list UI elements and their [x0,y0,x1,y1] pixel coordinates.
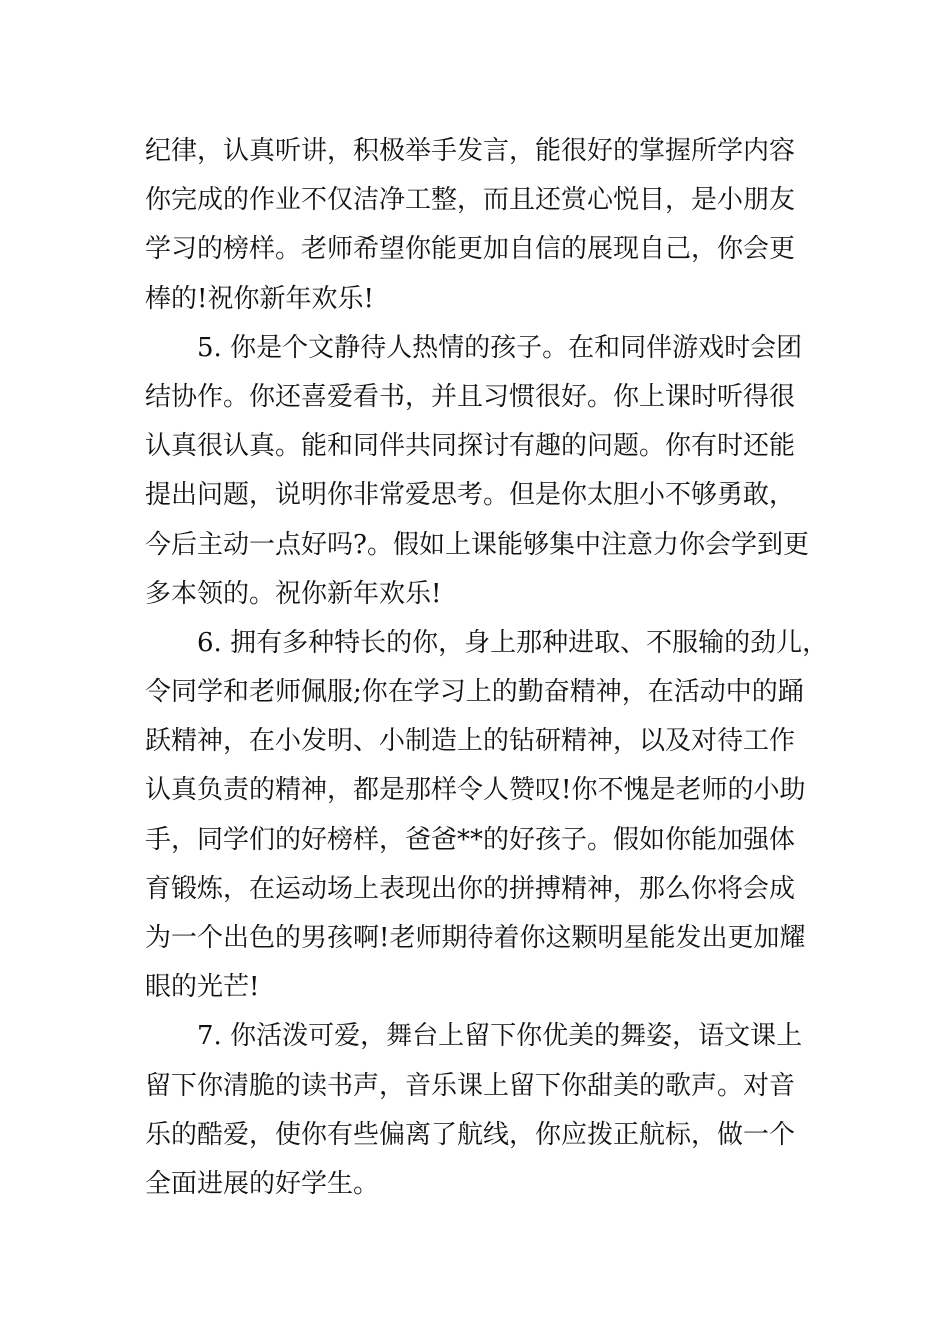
text-line: 棒的!祝你新年欢乐! [145,283,374,314]
paragraph-7-first-line: 7. 你活泼可爱，舞台上留下你优美的舞姿，语文课上 [197,1021,803,1052]
text-line: 令同学和老师佩服;你在学习上的勤奋精神，在活动中的踊 [145,677,804,708]
text-line: 育锻炼，在运动场上表现出你的拼搏精神，那么你将会成 [145,873,796,904]
text-line: 多本领的。祝你新年欢乐! [145,578,442,609]
text-line: 跃精神，在小发明、小制造上的钻研精神，以及对待工作 [145,726,796,757]
document-body [145,127,829,1209]
paragraph-6-first-line: 6. 拥有多种特长的你，身上那种进取、不服输的劲儿， [197,627,829,658]
text-line: 留下你清脆的读书声，音乐课上留下你甜美的歌声。对音 [145,1070,796,1101]
text-line: 提出问题，说明你非常爱思考。但是你太胆小不够勇敢， [145,480,796,511]
text-line: 乐的酷爱，使你有些偏离了航线，你应拨正航标，做一个 [145,1119,796,1150]
text-line: 你完成的作业不仅洁净工整，而且还赏心悦目，是小朋友 [145,185,796,216]
text-line: 手，同学们的好榜样，爸爸**的好孩子。假如你能加强体 [145,824,796,855]
text-line: 全面进展的好学生。 [145,1168,380,1199]
text-line: 眼的光芒! [145,972,260,1003]
text-line: 纪律，认真听讲，积极举手发言，能很好的掌握所学内容 [145,136,796,166]
text-line: 为一个出色的男孩啊!老师期待着你这颗明星能发出更加耀 [145,923,806,953]
text-line: 今后主动一点好吗?。假如上课能够集中注意力你会学到更 [145,529,809,560]
text-line: 结协作。你还喜爱看书，并且习惯很好。你上课时听得很 [145,381,796,412]
paragraph-5-first-line: 5. 你是个文静待人热情的孩子。在和同伴游戏时会团 [197,332,803,363]
text-line: 学习的榜样。老师希望你能更加自信的展现自己，你会更 [145,234,796,265]
text-line: 认真负责的精神，都是那样令人赞叹!你不愧是老师的小助 [145,775,806,806]
text-line: 认真很认真。能和同伴共同探讨有趣的问题。你有时还能 [145,431,796,462]
